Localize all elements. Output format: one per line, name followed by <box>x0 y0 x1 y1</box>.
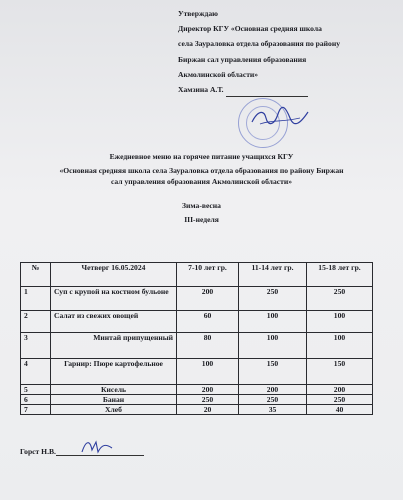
approval-block <box>178 6 398 97</box>
row-number: 1 <box>21 287 51 311</box>
row-portion-11-14: 250 <box>239 395 307 405</box>
table-row <box>21 311 373 333</box>
row-portion-7-10: 60 <box>177 311 239 333</box>
table-row <box>21 385 373 395</box>
row-dish: Минтай припущенный <box>51 333 177 359</box>
row-number: 3 <box>21 333 51 359</box>
approval-line: села Зауралoвка отдела образования по району <box>178 39 341 49</box>
row-portion-7-10: 80 <box>177 333 239 359</box>
table-row <box>21 359 373 385</box>
row-number: 4 <box>21 359 51 385</box>
row-dish: Банан <box>51 395 177 405</box>
table-row <box>21 287 373 311</box>
row-number: 7 <box>21 405 51 415</box>
header-age-11-14: 11-14 лет гр. <box>239 263 307 287</box>
table-header-row <box>21 263 373 287</box>
row-portion-11-14: 100 <box>239 333 307 359</box>
row-portion-15-18: 100 <box>307 311 373 333</box>
row-portion-11-14: 200 <box>239 385 307 395</box>
row-portion-11-14: 100 <box>239 311 307 333</box>
row-portion-7-10: 100 <box>177 359 239 385</box>
approval-line: Акмолинской области» <box>178 69 259 79</box>
row-portion-15-18: 250 <box>307 287 373 311</box>
table-row <box>21 333 373 359</box>
row-portion-15-18: 100 <box>307 333 373 359</box>
row-portion-7-10: 200 <box>177 385 239 395</box>
header-number: № <box>21 263 51 287</box>
school-name-line2: сал управления образования Акмолинской области» <box>110 177 293 186</box>
header-age-15-18: 15-18 лет гр. <box>307 263 373 287</box>
approval-line: Директор КГУ «Основная средняя школа <box>178 24 322 34</box>
row-number: 6 <box>21 395 51 405</box>
table-row <box>21 405 373 415</box>
row-portion-11-14: 35 <box>239 405 307 415</box>
approval-signer <box>178 82 398 97</box>
row-dish: Хлеб <box>51 405 177 415</box>
season-label: Зима-весна <box>182 201 221 210</box>
row-portion-15-18: 40 <box>307 405 373 415</box>
row-dish: Салат из свежих овощей <box>51 311 177 333</box>
row-dish: Кисель <box>51 385 177 395</box>
row-portion-11-14: 150 <box>239 359 307 385</box>
signature-image <box>250 106 310 128</box>
row-portion-7-10: 250 <box>177 395 239 405</box>
menu-title: Ежедневное меню на горячее питание учащихся КГУ <box>109 152 294 161</box>
approval-line: Биржан сал управления образования <box>178 54 307 64</box>
row-portion-11-14: 250 <box>239 287 307 311</box>
row-portion-15-18: 250 <box>307 395 373 405</box>
footer-signature-image <box>80 438 114 456</box>
row-portion-7-10: 200 <box>177 287 239 311</box>
school-name-line1: «Основная средняя школа села Зауралoвка отдела образования по району Биржан <box>59 166 344 175</box>
row-number: 2 <box>21 311 51 333</box>
signer-name: Хамзина А.Т. <box>178 85 224 95</box>
header-age-7-10: 7-10 лет гр. <box>177 263 239 287</box>
row-dish: Гарнир: Пюре картофельное <box>51 359 177 385</box>
row-dish: Суп с крупой на костном бульоне <box>51 287 177 311</box>
row-number: 5 <box>21 385 51 395</box>
row-portion-15-18: 200 <box>307 385 373 395</box>
week-label: III-неделя <box>184 215 219 224</box>
row-portion-7-10: 20 <box>177 405 239 415</box>
row-portion-15-18: 150 <box>307 359 373 385</box>
menu-table <box>20 262 373 415</box>
header-day: Четверг 16.05.2024 <box>51 263 177 287</box>
signature-line <box>226 96 308 97</box>
approval-line: Утверждаю <box>178 9 218 18</box>
footer-name: Горст Н.В. <box>20 447 56 456</box>
table-row <box>21 395 373 405</box>
